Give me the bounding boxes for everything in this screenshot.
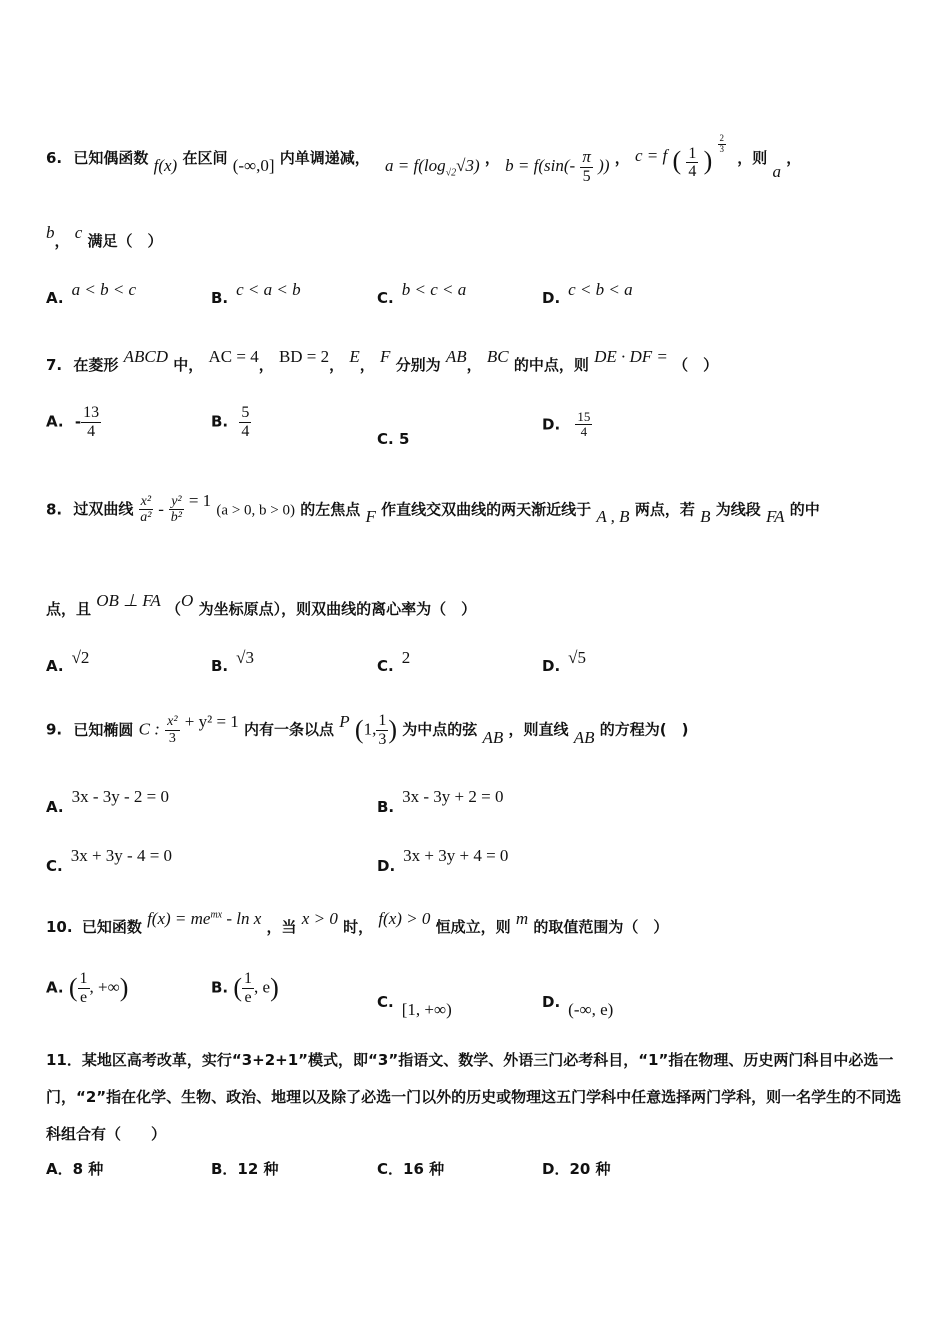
q7-opt-d-n: 15 (577, 409, 591, 424)
q6-a-tail: √3) (456, 156, 480, 176)
q7-opt-b-d: 4 (241, 422, 250, 440)
q8-opt-d-label: D. (542, 657, 561, 675)
q6-fx: f(x) (153, 156, 178, 176)
q8-minus: - (158, 499, 164, 519)
q6-text-1: 已知偶函数 (73, 149, 149, 168)
q9-text-4: ，则直线 (508, 720, 569, 739)
q9-opt-d-expr: 3x + 3y + 4 = 0 (403, 846, 509, 865)
q7-opt-a-label: A. (46, 412, 64, 431)
q7-opt-d-frac (575, 410, 592, 440)
q7-opt-c-label: C. (377, 430, 394, 448)
q9-p-frac (376, 712, 388, 748)
q8-opt-c-label: C. (377, 657, 394, 675)
q7-opt-a-sign: - (74, 412, 82, 431)
q6-b-expr: b = f(sin(- (505, 156, 576, 176)
q6-exp-d: 3 (719, 144, 724, 155)
q6-opt-b-label: B. (211, 289, 229, 307)
q6-opt-c-label: C. (377, 289, 394, 307)
q10-opt-b-tail: , e (254, 977, 271, 997)
q7-option-b[interactable] (211, 404, 251, 440)
q8-x2: x² (140, 494, 152, 509)
question-11: 11．某地区高考改革，实行“3+2+1”模式，即“3”指语文、数学、外语三门必考科目，“1”指在物理、历史两门科目中必选一门，“2”指在化学、生物、政治、地理以及除了必选一门以外的历史或物理这五门学科中任意选择两门学科，则一名学生的不同选科组合有（ ） (46, 1051, 902, 1143)
q8-y2: y² (171, 494, 182, 509)
q8-line2-text-1: 点，且 (46, 600, 92, 618)
q9-three: 3 (168, 730, 176, 746)
q6-c-var: c (74, 223, 83, 242)
q8-AB: A , B (596, 507, 630, 527)
q9-x-frac (165, 714, 179, 746)
q7-option-a[interactable] (46, 404, 101, 440)
q7-ac: AC = 4 (208, 347, 259, 366)
q9-opt-b-label: B. (377, 798, 395, 816)
q8-text-5: 为线段 (715, 500, 761, 519)
q10-text-1: 已知函数 (81, 918, 142, 936)
q8-condition: (a > 0, b > 0) (216, 502, 295, 519)
q7-opt-d-d: 4 (580, 424, 588, 440)
q9-opt-b-expr: 3x - 3y + 2 = 0 (402, 787, 504, 806)
q8-b2: b² (170, 510, 182, 526)
q7-paren: （ ） (673, 356, 719, 374)
q8-y-frac (169, 494, 183, 526)
q7-text-3: 分别为 (395, 356, 441, 374)
q6-a-var: a (772, 162, 781, 182)
q9-AB-2: AB (573, 727, 595, 747)
q8-F: F (365, 507, 376, 527)
q6-exponent (718, 134, 727, 155)
question-10 (46, 909, 669, 937)
q9-P: P (339, 711, 350, 731)
q9-text-1: 已知椭圆 (73, 720, 134, 739)
q7-text-1: 在菱形 (73, 356, 119, 374)
q6-text-4: ，则 (737, 149, 768, 168)
q11-option-d[interactable]: D．20 种 (542, 1160, 611, 1178)
q9-number: 9. (46, 720, 63, 739)
q10-opt-a-tail: , +∞ (89, 977, 120, 997)
q6-a-sub: √2 (445, 167, 457, 179)
q6-option-a[interactable] (46, 280, 137, 308)
q7-bd: BD = 2 (278, 347, 330, 366)
q8-opt-d-expr: √5 (568, 648, 586, 667)
q9-paren-close: ) (388, 715, 397, 745)
q6-opt-b-expr: c < a < b (236, 280, 301, 299)
q6-quarter (686, 145, 698, 181)
q7-opt-a-n: 13 (83, 404, 100, 421)
q10-opt-b-d: e (244, 988, 252, 1006)
q8-opt-a-label: A. (46, 657, 64, 675)
q10-text-3: 时， (343, 918, 374, 936)
q10-m: m (515, 909, 529, 928)
q10-opt-d-label: D. (542, 993, 561, 1011)
q9-option-a[interactable] (46, 787, 170, 817)
q10-opt-c-label: C. (377, 993, 394, 1011)
q6-b-tail: )) (598, 156, 610, 176)
q10-opt-d-expr: (-∞, e) (568, 1000, 614, 1019)
q10-option-d[interactable] (542, 992, 614, 1019)
q10-option-c[interactable] (377, 992, 452, 1019)
q7-opt-b-frac (239, 404, 251, 440)
q8-O: O (181, 591, 194, 610)
q7-f: F (380, 347, 391, 366)
q6-pi: π (582, 147, 591, 166)
q8-opt-c-expr: 2 (401, 648, 411, 667)
q7-opt-b-n: 5 (241, 404, 250, 421)
q7-opt-a-frac (81, 404, 101, 440)
q7-text-4: 的中点，则 (513, 356, 589, 374)
q6-one: 1 (688, 144, 697, 162)
q8-text-3: 作直线交双曲线的两天渐近线于 (381, 500, 592, 519)
q7-opt-b-label: B. (211, 412, 229, 431)
q6-opt-d-label: D. (542, 289, 561, 307)
q6-opt-a-expr: a < b < c (71, 280, 137, 299)
q10-opt-a-n: 1 (79, 970, 88, 987)
question-9 (46, 712, 688, 748)
q9-opt-a-label: A. (46, 798, 64, 816)
q8-a2: a² (140, 510, 152, 526)
question-7: 7. 在菱形 ABCD 中， AC = 4， BD = 2， E， F 分别为 AB， BC 的中点，则 DE · DF = （ ） (46, 347, 719, 374)
question-8-line1 (46, 491, 820, 527)
q7-opt-d-label: D. (542, 415, 561, 434)
q10-opt-b-paren-close: ) (270, 973, 279, 1003)
q10-opt-a-label: A. (46, 978, 64, 997)
q8-opt-b-expr: √3 (236, 648, 254, 667)
question-6-line1 (46, 133, 802, 185)
q9-pd: 3 (378, 730, 387, 748)
q7-option-c[interactable] (377, 430, 409, 448)
q8-opt-a-expr: √2 (71, 648, 90, 667)
q9-option-d[interactable] (377, 846, 509, 876)
q10-number: 10. (46, 918, 73, 936)
q9-rest: + y² = 1 (184, 711, 239, 731)
q6-five: 5 (582, 167, 591, 185)
q6-a-expression (385, 156, 480, 179)
q10-text-2: ，当 (266, 918, 297, 936)
q8-option-d[interactable] (542, 648, 586, 676)
q10-fexp: mx (210, 909, 223, 921)
q8-line2-paren: （ (166, 600, 182, 618)
q10-opt-b-label: B. (211, 978, 229, 997)
q6-four: 4 (688, 163, 697, 181)
q6-pi-fraction (580, 148, 593, 185)
q10-fdef: f(x) = me (147, 909, 211, 928)
q6-text-2: 在区间 (182, 149, 228, 168)
q7-dot-product: DE · DF = (594, 347, 668, 366)
q8-option-a[interactable] (46, 648, 90, 676)
q8-B: B (700, 507, 711, 527)
q6-c-expr: c = f (634, 146, 668, 166)
q6-a-expr: a = f(log (385, 156, 446, 176)
q7-option-d[interactable] (542, 410, 592, 440)
q10-opt-b-paren: ( (233, 973, 243, 1003)
q11-option-c[interactable]: C．16 种 (377, 1160, 445, 1178)
q7-opt-a-d: 4 (87, 422, 96, 440)
q6-interval: (-∞,0] (232, 156, 275, 176)
question-6-line2: b， c 满足（ ） (46, 223, 163, 250)
q9-text-2: 内有一条以点 (244, 720, 335, 739)
q6-option-d[interactable] (542, 280, 633, 308)
q6-opt-d-expr: c < b < a (568, 280, 633, 299)
q7-text-2: 中， (173, 356, 204, 374)
q9-opt-c-label: C. (46, 857, 63, 875)
q9-text-5: 的方程为( ) (599, 720, 689, 739)
q11-option-a[interactable]: A．8 种 (46, 1160, 104, 1178)
q10-opt-a-frac (78, 970, 90, 1006)
q8-eq1: = 1 (188, 491, 212, 511)
q8-text-4: 两点，若 (634, 500, 695, 519)
q10-ftail: - ln x (226, 909, 262, 928)
q10-opt-c-expr: [1, +∞) (401, 1000, 452, 1019)
q9-text-3: 为中点的弦 (402, 720, 478, 739)
q8-text-6: 的中 (789, 500, 820, 519)
q9-paren-open: ( (354, 715, 364, 745)
q9-C: C : (138, 719, 160, 739)
q6-option-c[interactable] (377, 280, 467, 308)
q9-p1: 1, (363, 719, 377, 739)
q7-e: E (349, 347, 360, 366)
q6-c-paren-close: ) (703, 145, 713, 175)
q6-exp-n: 2 (719, 133, 724, 144)
q10-opt-a-paren: ( (68, 973, 78, 1003)
q9-option-b[interactable] (377, 787, 504, 817)
q7-bc: BC (486, 347, 509, 366)
q10-opt-a-paren-close: ) (119, 973, 129, 1003)
q8-text-2: 的左焦点 (300, 500, 361, 519)
q11-option-b[interactable]: B．12 种 (211, 1160, 279, 1178)
q8-FA: FA (765, 507, 785, 527)
q9-pn: 1 (378, 712, 387, 729)
q9-option-c[interactable] (46, 846, 173, 876)
q8-perp: OB ⊥ FA (96, 591, 161, 610)
q8-text-1: 过双曲线 (73, 500, 134, 519)
q9-opt-c-expr: 3x + 3y - 4 = 0 (70, 846, 173, 865)
question-8-line2 (46, 591, 477, 619)
q10-option-a[interactable] (46, 970, 128, 1006)
q6-comma-2: ， (614, 149, 630, 168)
q10-text-4: 恒成立，则 (435, 918, 511, 936)
q6-opt-c-expr: b < c < a (401, 280, 467, 299)
q8-line2-text-3: 为坐标原点），则双曲线的离心率为（ ） (198, 600, 477, 618)
q7-ab: AB (445, 347, 467, 366)
q8-option-c[interactable] (377, 648, 411, 676)
q10-ineq: f(x) > 0 (378, 909, 431, 928)
q7-number: 7. (46, 356, 63, 374)
q7-abcd: ABCD (123, 347, 169, 366)
q10-option-b[interactable] (211, 970, 279, 1006)
q10-opt-a-d: e (79, 988, 88, 1006)
q7-opt-c-val: 5 (398, 430, 410, 448)
q6-number: 6. (46, 149, 63, 168)
q9-x2: x² (167, 714, 178, 730)
q10-text-5: 的取值范围为（ ） (533, 918, 669, 936)
q6-b-var: b (46, 223, 55, 242)
q6-satisfy: 满足（ ） (87, 232, 163, 250)
q9-opt-d-label: D. (377, 857, 396, 875)
q6-comma-1: ， (484, 149, 500, 168)
q8-x-frac (139, 494, 153, 526)
q6-opt-a-label: A. (46, 289, 64, 307)
q6-option-b[interactable] (211, 280, 301, 308)
q8-opt-b-label: B. (211, 657, 229, 675)
q6-comma-3: ， (786, 149, 802, 168)
q8-option-b[interactable] (211, 648, 254, 676)
q8-number: 8. (46, 500, 63, 519)
q10-opt-b-n: 1 (244, 970, 253, 987)
q9-opt-a-expr: 3x - 3y - 2 = 0 (71, 787, 170, 806)
q10-function-def (147, 909, 261, 928)
q6-text-3: 内单调递减， (279, 149, 370, 168)
q6-c-paren: ( (672, 145, 682, 175)
q9-AB: AB (482, 727, 504, 747)
q10-cond: x > 0 (301, 909, 338, 928)
q10-opt-b-frac (242, 970, 254, 1006)
